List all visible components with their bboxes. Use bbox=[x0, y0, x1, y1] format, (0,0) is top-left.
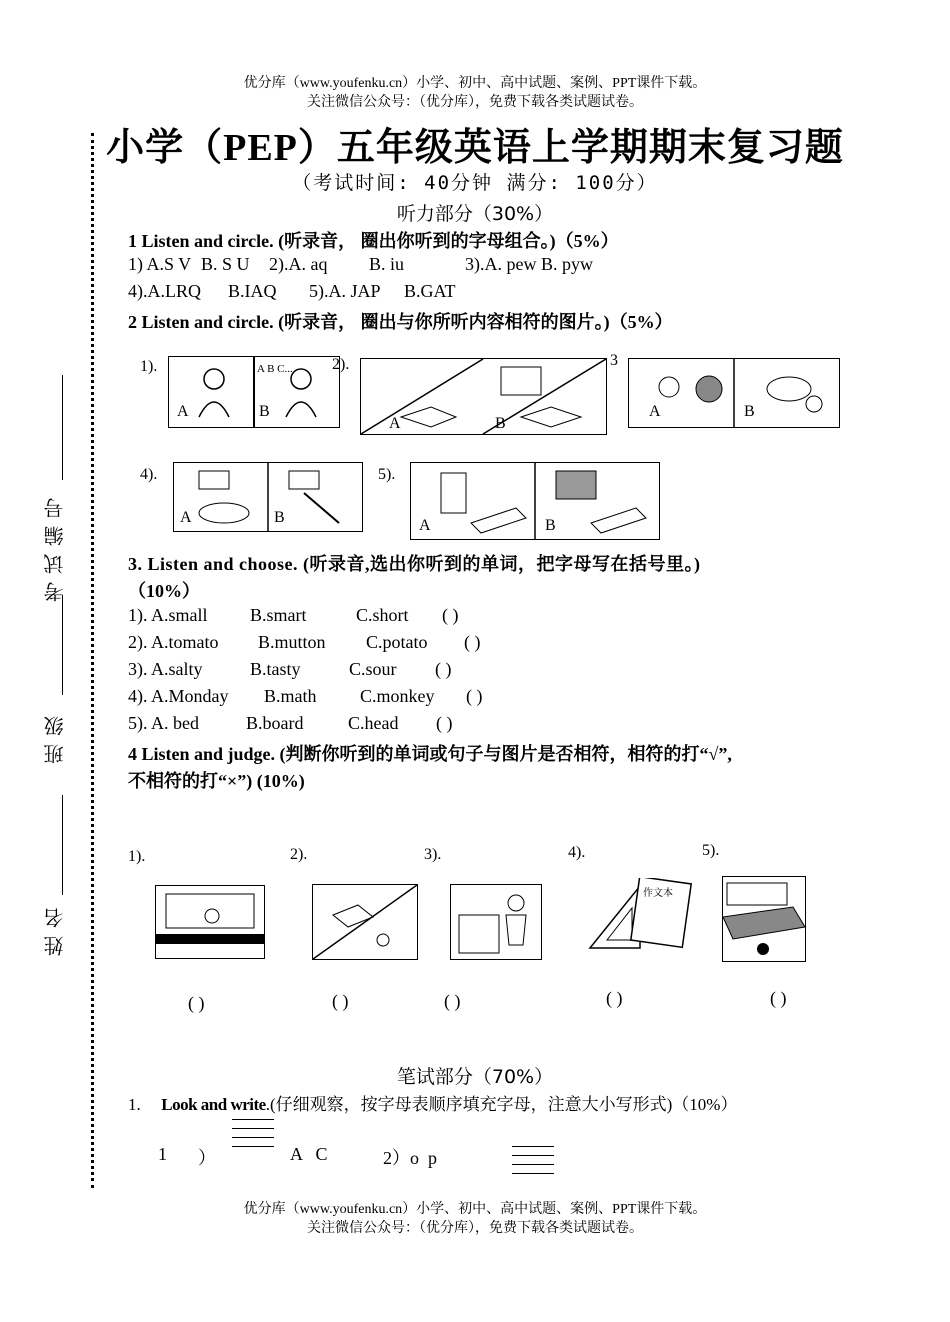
q1-option: B.IAQ bbox=[228, 281, 277, 301]
q3-option-b: B.mutton bbox=[258, 632, 326, 652]
q3-option-b: B.tasty bbox=[250, 659, 301, 679]
answer-blank[interactable]: ( ) bbox=[442, 605, 459, 625]
book-label: 作文本 bbox=[643, 888, 673, 899]
answer-blank[interactable]: ( ) bbox=[435, 659, 452, 679]
name-label: 姓名 bbox=[43, 900, 67, 956]
answer-blank[interactable]: ( ) bbox=[464, 632, 481, 652]
q3-option-a: 5). A. bed bbox=[128, 713, 199, 733]
q3-option-a: 3). A.salty bbox=[128, 659, 203, 679]
option-letter: A bbox=[180, 509, 192, 526]
writing-q1-title-rest: .(仔细观察，按字母表顺序填充字母，注意大小写形式)（10%） bbox=[265, 1095, 738, 1114]
q2-title: 2 Listen and circle. (听录音， 圈出与你所听内容相符的图片。)（5%） bbox=[128, 312, 673, 332]
option-letter: B bbox=[744, 403, 755, 420]
q4-label-1: 1). bbox=[128, 848, 146, 865]
writing-line[interactable] bbox=[232, 1146, 274, 1147]
option-letter: A bbox=[649, 403, 661, 420]
q4-label-2: 2). bbox=[290, 846, 308, 863]
q4-picture-3-trash[interactable] bbox=[450, 884, 542, 960]
footer-line-1: 优分库（www.youfenku.cn）小学、初中、高中试题、案例、PPT课件下载。 bbox=[243, 1202, 707, 1217]
q2-picture-2-books[interactable] bbox=[360, 358, 607, 435]
q2-label-3: 3 bbox=[610, 352, 618, 369]
q3-option-a: 2). A.tomato bbox=[128, 632, 219, 652]
q3-option-b: B.board bbox=[246, 713, 304, 733]
blackboard-sign: A B C... bbox=[257, 363, 293, 375]
footer-line-2: 关注微信公众号：（优分库），免费下载各类试题试卷。 bbox=[307, 1221, 643, 1236]
answer-blank[interactable]: ( ) bbox=[466, 686, 483, 706]
q1-title: 1 Listen and circle. (听录音， 圈出你听到的字母组合。)（5%） bbox=[128, 231, 619, 251]
q3-option-a: 4). A.Monday bbox=[128, 686, 229, 706]
q3-option-c: C.potato bbox=[366, 632, 428, 652]
answer-blank[interactable]: ( ) bbox=[436, 713, 453, 733]
q1-option: 5).A. JAP bbox=[309, 281, 381, 301]
q3-item-3 bbox=[128, 659, 452, 680]
q4-picture-4-ruler-book[interactable] bbox=[585, 878, 695, 958]
writing-line[interactable] bbox=[512, 1155, 554, 1156]
q4-answer-2[interactable]: ( ) bbox=[332, 991, 349, 1011]
q1-row-2 bbox=[128, 281, 456, 302]
q1-option: 3).A. pew B. pyw bbox=[465, 254, 593, 274]
option-letter: A bbox=[419, 517, 431, 534]
page-subtitle: （考试时间: 40分钟 满分: 100分） bbox=[292, 172, 658, 194]
q4-title: 4 Listen and judge. (判断你听到的单词或句子与图片是否相符，相符的打“√”, bbox=[128, 744, 732, 764]
writing-q1-number: 1. bbox=[128, 1095, 141, 1114]
option-letter: B bbox=[259, 403, 270, 420]
q3-title: 3. Listen and choose. (听录音,选出你听到的单词，把字母写在括号里。) bbox=[128, 554, 701, 574]
page-title: 小学（PEP）五年级英语上学期期末复习题 bbox=[106, 127, 844, 169]
exam-no-blank bbox=[62, 375, 63, 480]
q2-picture-1-teacher[interactable] bbox=[168, 356, 340, 428]
q2-label-5: 5). bbox=[378, 466, 396, 483]
writing-item-1-letters: A C bbox=[290, 1144, 328, 1164]
q3-item-2 bbox=[128, 632, 481, 653]
q1-option: 1) A.S V bbox=[128, 254, 192, 274]
q3-option-c: C.monkey bbox=[360, 686, 435, 706]
q4-label-3: 3). bbox=[424, 846, 442, 863]
option-letter: A bbox=[177, 403, 189, 420]
header-line-2: 关注微信公众号：（优分库），免费下载各类试题试卷。 bbox=[307, 95, 643, 110]
q3-option-c: C.sour bbox=[349, 659, 397, 679]
exam-no-label: 考试编号 bbox=[43, 490, 67, 602]
q1-option: 2).A. aq bbox=[269, 254, 328, 274]
q4-answer-4[interactable]: ( ) bbox=[606, 988, 623, 1008]
q4-label-5: 5). bbox=[702, 842, 720, 859]
q3-item-1 bbox=[128, 605, 459, 626]
q4-picture-2-desk[interactable] bbox=[312, 884, 418, 960]
writing-line[interactable] bbox=[232, 1137, 274, 1138]
q1-option: B. S U bbox=[201, 254, 250, 274]
option-letter: A bbox=[389, 415, 401, 432]
binding-dotted-line bbox=[91, 133, 94, 1188]
q3-score: （10%） bbox=[128, 581, 200, 601]
class-blank bbox=[62, 595, 63, 695]
q3-option-c: C.head bbox=[348, 713, 399, 733]
writing-q1-title bbox=[128, 1090, 737, 1115]
option-letter: B bbox=[495, 415, 506, 432]
q3-item-5 bbox=[128, 713, 453, 734]
writing-item-2: 2）o p bbox=[383, 1148, 437, 1168]
writing-item-1-paren: ） bbox=[198, 1148, 216, 1168]
q4-picture-1-classroom[interactable] bbox=[155, 885, 265, 959]
writing-q1-title-bold: Look and write bbox=[161, 1095, 266, 1114]
q3-option-c: C.short bbox=[356, 605, 409, 625]
q3-item-4 bbox=[128, 686, 483, 707]
writing-line[interactable] bbox=[512, 1173, 554, 1174]
q2-label-1: 1). bbox=[140, 358, 158, 375]
q4-answer-1[interactable]: ( ) bbox=[188, 993, 205, 1013]
header-line-1: 优分库（www.youfenku.cn）小学、初中、高中试题、案例、PPT课件下载。 bbox=[243, 76, 707, 91]
name-blank bbox=[62, 795, 63, 895]
q4-answer-5[interactable]: ( ) bbox=[770, 988, 787, 1008]
listening-heading: 听力部分（30%） bbox=[396, 203, 554, 225]
q2-picture-3-food[interactable] bbox=[628, 358, 840, 428]
q2-label-2: 2). bbox=[332, 356, 350, 373]
q4-picture-5-messy-bed[interactable] bbox=[722, 876, 806, 962]
q2-picture-4-cleaning[interactable] bbox=[173, 462, 363, 532]
option-letter: B bbox=[545, 517, 556, 534]
q2-picture-5-bedroom[interactable] bbox=[410, 462, 660, 540]
writing-line[interactable] bbox=[512, 1146, 554, 1147]
q4-title-line-2: 不相符的打“×”) (10%) bbox=[128, 771, 305, 791]
q4-answer-3[interactable]: ( ) bbox=[444, 991, 461, 1011]
q2-label-4: 4). bbox=[140, 466, 158, 483]
writing-line[interactable] bbox=[232, 1128, 274, 1129]
q1-option: B. iu bbox=[369, 254, 405, 274]
q3-option-b: B.smart bbox=[250, 605, 307, 625]
q3-option-a: 1). A.small bbox=[128, 605, 208, 625]
writing-line[interactable] bbox=[232, 1119, 274, 1120]
q1-option: 4).A.LRQ bbox=[128, 281, 201, 301]
writing-heading: 笔试部分（70%） bbox=[396, 1066, 554, 1088]
writing-line[interactable] bbox=[512, 1164, 554, 1165]
q3-option-b: B.math bbox=[264, 686, 317, 706]
class-label: 班级 bbox=[43, 708, 67, 764]
q1-option: B.GAT bbox=[404, 281, 456, 301]
writing-item-1-number: 1 bbox=[158, 1144, 167, 1164]
option-letter: B bbox=[274, 509, 285, 526]
q1-row-1 bbox=[128, 254, 593, 275]
q4-label-4: 4). bbox=[568, 844, 586, 861]
